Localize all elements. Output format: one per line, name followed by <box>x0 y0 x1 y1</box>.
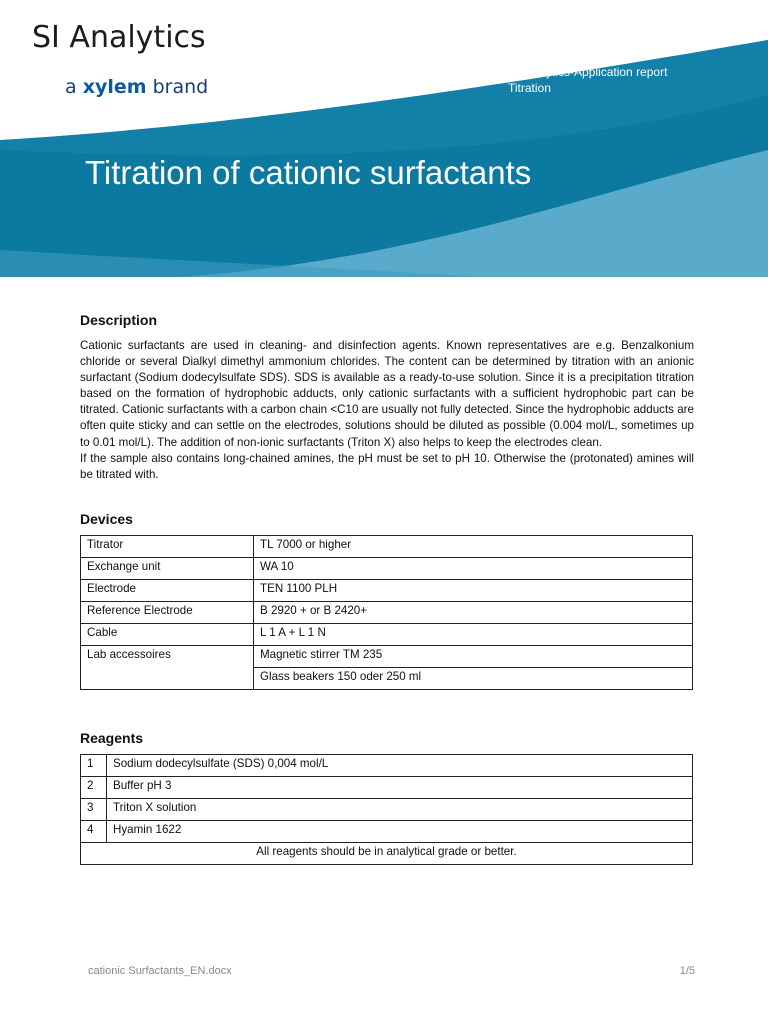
table-cell: WA 10 <box>254 557 693 579</box>
table-cell: Exchange unit <box>81 557 254 579</box>
table-row <box>81 754 693 776</box>
table-cell: Titrator <box>81 535 254 557</box>
table-cell: Sodium dodecylsulfate (SDS) 0,004 mol/L <box>107 754 693 776</box>
page-number: 1/5 <box>679 965 695 977</box>
footer-filename: cationic Surfactants_EN.docx <box>88 965 232 977</box>
table-cell: 4 <box>81 820 107 842</box>
table-row <box>81 645 693 667</box>
table-row <box>81 601 693 623</box>
reagents-note: All reagents should be in analytical grade or better. <box>81 842 693 864</box>
devices-heading: Devices <box>80 510 133 527</box>
table-row <box>81 798 693 820</box>
company-logo: SI Analytics <box>32 20 206 55</box>
reagents-table <box>80 754 693 865</box>
table-row <box>81 557 693 579</box>
table-row <box>81 776 693 798</box>
page-title: Titration of cationic surfactants <box>85 154 532 191</box>
report-category: Titration <box>508 81 551 95</box>
table-cell: Magnetic stirrer TM 235 <box>254 645 693 667</box>
table-row <box>81 623 693 645</box>
table-cell: Cable <box>81 623 254 645</box>
table-row <box>81 579 693 601</box>
table-cell: Electrode <box>81 579 254 601</box>
table-cell: Hyamin 1622 <box>107 820 693 842</box>
table-row <box>81 820 693 842</box>
table-cell: 2 <box>81 776 107 798</box>
table-cell: 1 <box>81 754 107 776</box>
table-cell: TEN 1100 PLH <box>254 579 693 601</box>
table-cell: TL 7000 or higher <box>254 535 693 557</box>
description-heading: Description <box>80 312 158 328</box>
document-body <box>80 312 694 865</box>
table-cell: Lab accessoires <box>81 645 254 689</box>
table-cell: 3 <box>81 798 107 820</box>
description-paragraph: Cationic surfactants are used in cleaning- and disinfection agents. Known representatives are e.g. Benzalkonium chloride or several Dialkyl dimethyl ammonium chlorides. The content can be determined by titration with an anionic surfactant (Sodium dodecylsulfate SDS). SDS is available as a ready-to-use solution. Since it is a precipitation titration based on the formation of hydrophobic adducts, only cationic surfactants with a sufficient hydrophobic part can be titrated. Cationic surfactants with a carbon chain <C10 are usually not fully detected. Since the hydrophobic adducts are often quite sticky and can settle on the electrodes, solutions should be diluted as possible (0.004 mol/L, sometimes up to 0.01 mol/L). The addition of non-ionic surfactants (Triton X) also helps to keep the electrodes clean. <box>80 339 694 449</box>
description-text <box>80 338 694 483</box>
page-footer <box>88 965 695 977</box>
table-cell: Glass beakers 150 oder 250 ml <box>254 667 693 689</box>
table-row <box>81 842 693 864</box>
description-paragraph: If the sample also contains long-chained amines, the pH must be set to pH 10. Otherwise the (protonated) amines will be titrated with. <box>80 451 694 481</box>
table-cell: Triton X solution <box>107 798 693 820</box>
table-row <box>81 535 693 557</box>
company-tagline: a xylem brand <box>65 76 209 98</box>
table-cell: Buffer pH 3 <box>107 776 693 798</box>
table-cell: L 1 A + L 1 N <box>254 623 693 645</box>
table-cell: Reference Electrode <box>81 601 254 623</box>
reagents-heading: Reagents <box>80 729 144 746</box>
devices-table <box>80 535 693 690</box>
table-cell: B 2920 + or B 2420+ <box>254 601 693 623</box>
report-type: SI Analytics-Application report <box>508 65 668 79</box>
report-header <box>508 64 667 96</box>
